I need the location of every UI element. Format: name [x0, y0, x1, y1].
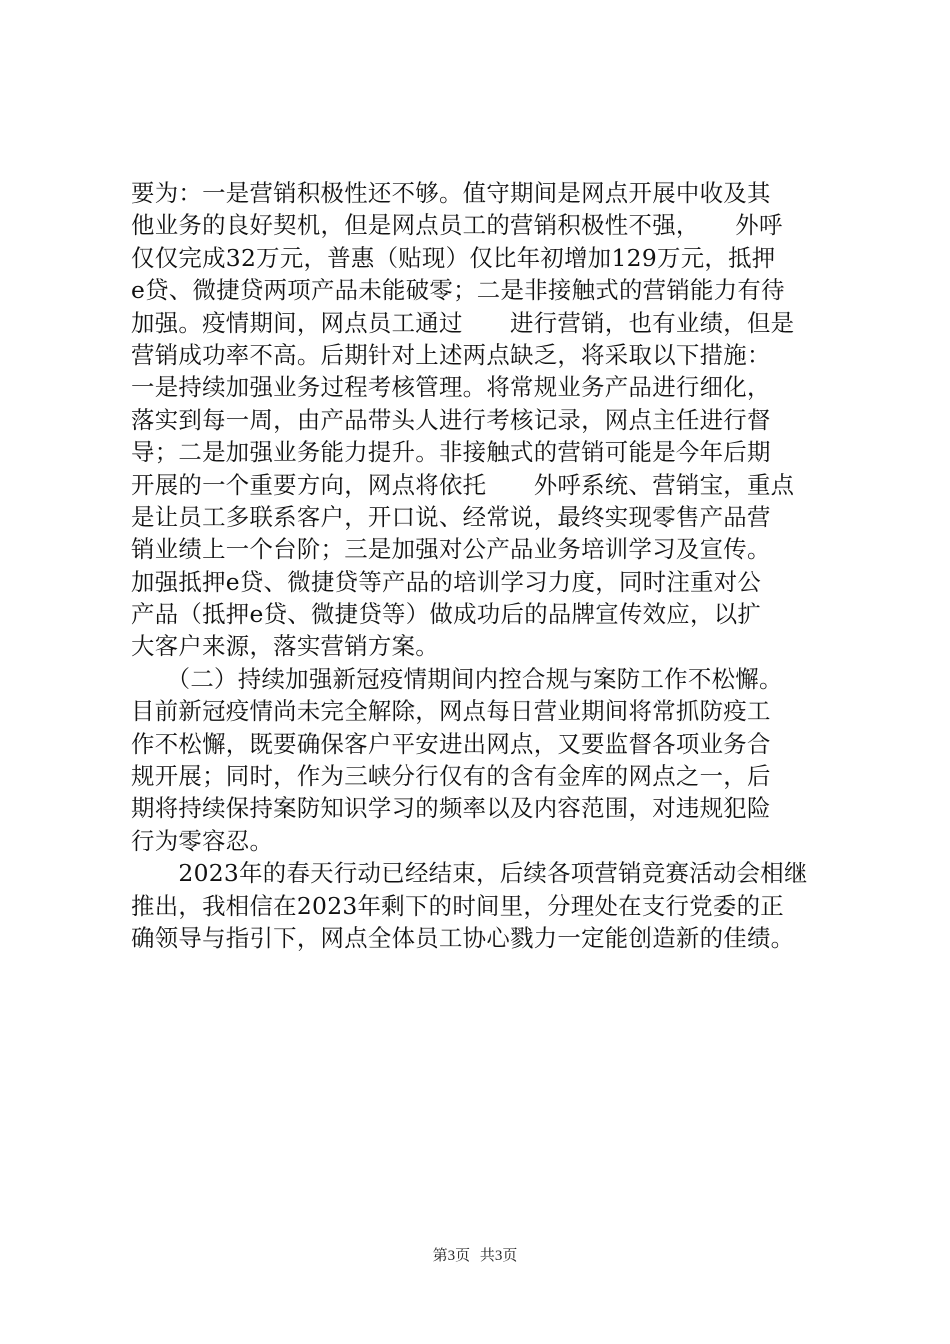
- text-line: 仅仅完成32万元，普惠（贴现）仅比年初增加129万元，抵押: [131, 243, 776, 272]
- text-line: 落实到每一周，由产品带头人进行考核记录，网点主任进行督: [131, 405, 771, 434]
- text-line: 加强抵押e贷、微捷贷等产品的培训学习力度，同时注重对公: [131, 567, 762, 596]
- text-line: （二）持续加强新冠疫情期间内控合规与案防工作不松懈。: [131, 664, 783, 693]
- text-line: 他业务的良好契机，但是网点员工的营销积极性不强， 外呼: [131, 211, 783, 240]
- text-line: 开展的一个重要方向，网点将依托 外呼系统、营销宝，重点: [131, 470, 795, 499]
- text-line: 2023年的春天行动已经结束，后续各项营销竞赛活动会相继: [131, 859, 808, 888]
- text-line: 作不松懈，既要确保客户平安进出网点，又要监督各项业务合: [131, 729, 771, 758]
- text-line: 销业绩上一个台阶；三是加强对公产品业务培训学习及宣传。: [131, 535, 771, 564]
- page-number: 第3页: [432, 1248, 471, 1264]
- text-line: 目前新冠疫情尚未完全解除，网点每日营业期间将常抓防疫工: [131, 697, 771, 726]
- body-text: [131, 177, 836, 954]
- text-line: 加强。疫情期间，网点员工通过 进行营销，也有业绩，但是: [131, 308, 795, 337]
- text-line: 大客户来源，落实营销方案。: [131, 632, 439, 661]
- text-line: 要为：一是营销积极性还不够。值守期间是网点开展中收及其: [131, 179, 771, 207]
- text-line: 是让员工多联系客户，开口说、经常说，最终实现零售产品营: [131, 502, 771, 531]
- text-line: 期将持续保持案防知识学习的频率以及内容范围，对违规犯险: [131, 794, 771, 823]
- page-total: 共3页: [479, 1248, 518, 1264]
- text-line: 规开展；同时，作为三峡分行仅有的含有金库的网点之一，后: [131, 762, 771, 791]
- text-line: 导；二是加强业务能力提升。非接触式的营销可能是今年后期: [131, 438, 771, 467]
- text-line: 营销成功率不高。后期针对上述两点缺乏，将采取以下措施：: [131, 340, 771, 369]
- text-line: 产品（抵押e贷、微捷贷等）做成功后的品牌宣传效应，以扩: [131, 600, 762, 629]
- text-line: 行为零容忍。: [131, 826, 274, 855]
- text-line: 推出，我相信在2023年剩下的时间里，分理处在支行党委的正: [131, 891, 784, 920]
- page-footer: [0, 1246, 950, 1266]
- text-line: 一是持续加强业务过程考核管理。将常规业务产品进行细化，: [131, 373, 771, 402]
- text-line: e贷、微捷贷两项产品未能破零；二是非接触式的营销能力有待: [131, 276, 785, 305]
- text-line: 确领导与指引下，网点全体员工协心戮力一定能创造新的佳绩。: [131, 923, 795, 952]
